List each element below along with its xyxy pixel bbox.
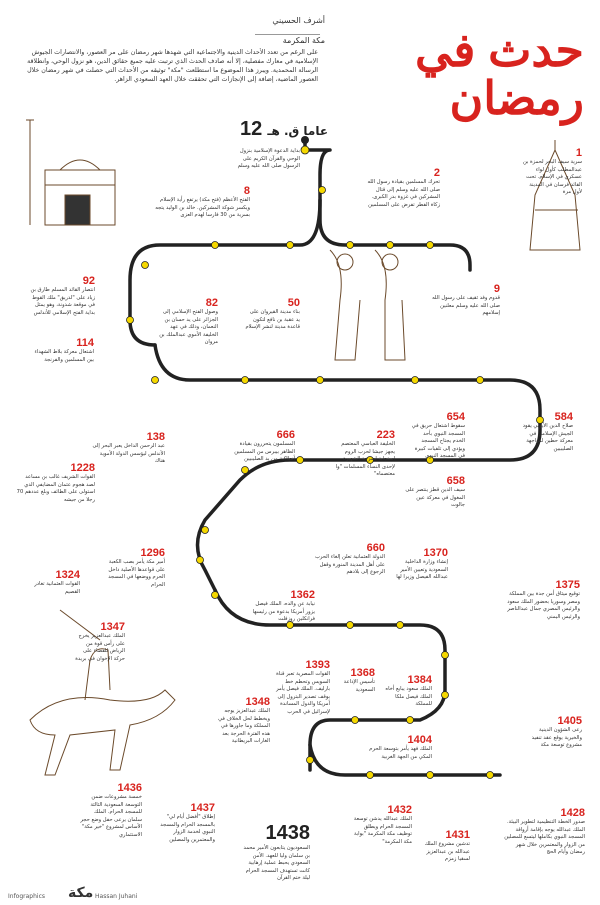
- event-13: [515, 412, 573, 453]
- event-year: 1324: [55, 569, 80, 581]
- event-year: 82: [205, 297, 218, 309]
- event-start: [232, 148, 300, 171]
- intro-paragraph: على الرغم من تعدد الأحداث الدينية والاجتماعية التي شهدها شهر رمضان على مر العصور، والانتصارات الجيوش الإسلامية في معارك مفصلية، إلا أنه صادف الحدث الذي ترتبت عليه جميع حقائق الدين، هو نزول الوحي، وانطلاقة الرسالة المحمدية. ويبرز هذا الموضوع ما استطلعت "مكة" توثيقه من الأحداث التي حصلت في شهر رمضان خلال العصور الماضية، إضافة إلى الإنجازات التي تحققت خلال العهد السعودي الزاهر.: [27, 49, 318, 84]
- event-8: [32, 338, 94, 364]
- start-unit: عاما ق. هـ: [267, 124, 329, 138]
- timeline-start: [240, 118, 328, 141]
- event-year: 654: [446, 411, 465, 423]
- event-16: [305, 543, 385, 577]
- event-34: [240, 822, 310, 883]
- event-15: [15, 463, 95, 504]
- event-text: الملك عبدالله يدشن توسعة المسجد الحرام ويطلق توظيف مكة المكرمة "بوابة مكة المكرمة": [353, 816, 412, 845]
- event-text: صدور الخطة التنظيمية لتطوير البيئة. الملك عبدالله يوجه بإقامة أرواقة المسجد النبوي بكاملها ليتسع للمصلين من الزوار والمعتمرين خلال شهر رمضان وأيام الحج: [504, 819, 585, 856]
- event-year: 1296: [140, 547, 165, 559]
- event-year: 1438: [265, 822, 310, 844]
- event-9: [90, 432, 165, 466]
- event-4: [425, 284, 500, 318]
- event-text: نيابة عن والده، الملك فيصل يزور أمريكا بدعوة من رئيسها فرانكلين روزفلت: [252, 601, 315, 623]
- event-year: 223: [376, 429, 395, 441]
- event-10: [225, 430, 295, 464]
- footer-label: Infographics: [8, 893, 46, 900]
- event-text: صلاح الدين الأيوبي يقود الجيش الإسلامي في معركة حطين لمواجهة الصليبيين: [522, 423, 573, 452]
- event-year: 1375: [555, 579, 580, 591]
- event-22: [495, 580, 580, 621]
- event-text: تدشين مشروع الملك عبدالله بن عبدالعزيز لسقيا زمزم: [424, 841, 470, 863]
- event-text: إنشاء وزارة الداخلية السعودية وتعيين الأمير عبدالله الفيصل وزيرا لها: [396, 559, 448, 581]
- event-1: [520, 148, 582, 197]
- event-text: القوات الشريف غالب بن مساعد لصد هجوم عثمان المضايفي الذي استولى على الطائف وبلغ عددهم 70 رجلا من جيشه: [16, 474, 95, 503]
- event-year: 1404: [407, 734, 432, 746]
- event-year: 1405: [557, 715, 582, 727]
- event-7: [245, 298, 300, 332]
- event-text: المسلمون يتحررون بقيادة الظاهر بيبرس من المسلمين أنطاكية من يد الصليبيين: [234, 441, 295, 463]
- event-year: 1431: [445, 829, 470, 841]
- event-year: 2: [433, 167, 440, 179]
- event-year: 1437: [190, 802, 215, 814]
- author-credit: أشرف الحسيني: [272, 16, 325, 25]
- event-text: الملك عبدالعزيز يخرج على رأس قوة من الرياض للقضاء على حركة الإخوان في بريدة: [75, 633, 125, 662]
- event-17: [100, 548, 165, 589]
- event-21: [245, 590, 315, 624]
- event-year: 1368: [350, 667, 375, 679]
- event-text: الملك سعود يبايع أخاه الملك فيصل ملكا للمملكة: [385, 686, 432, 708]
- page-title: حدث في رمضان: [415, 24, 584, 125]
- event-year: 114: [76, 337, 94, 349]
- event-year: 1348: [245, 696, 270, 708]
- event-text: القوات العثمانية تغادر القصيم: [34, 581, 80, 595]
- event-12: [410, 412, 465, 461]
- event-text: الخليفة العباسي المعتصم يجهز جيشا لحرب الروم استجابة لصرخة الشهيرة لإحدى النساء المسلمات "وا معتصماه": [335, 441, 395, 478]
- event-30: [160, 803, 215, 844]
- event-text: سقوط اشتعال حريق في المسجد النبوي بأحد الخدم يجتاح المسجد ويؤدي إلى تلفيات كبيرة في المسجد النبوي: [411, 423, 465, 460]
- event-year: 138: [146, 431, 165, 443]
- event-text: سرية سيف البحر لحمزة بن عبدالمطلب كأول لواء عسكري في الإسلام. تحت القائد فرسان في المدينة لأول مرة: [522, 159, 582, 196]
- event-year: 8: [243, 185, 250, 197]
- event-text: الملك فهد يأمر بتوسعة الحرم المكي من الجهة الغربية: [369, 746, 432, 760]
- event-text: القوات المصرية تعبر قناة السويس وتحطم خط بارليف. الملك فيصل يأمر بوقف تصدير البترول إلى أمريكا والدول المساندة لإسرائيل في الحرب: [276, 671, 330, 715]
- event-26: [380, 675, 432, 709]
- event-29: [80, 783, 142, 839]
- event-text: سيف الدين قطز ينتصر على المغول في معركة عين جالوت: [405, 487, 465, 509]
- event-year: 92: [82, 275, 95, 287]
- event-5: [30, 276, 95, 317]
- event-year: 50: [287, 297, 300, 309]
- event-text: الملك عبدالعزيز يوجه ويخطط لحل الخلاف في المملكة وما جاورها في هذه الفترة الحرجة بعد الغارات البريطانية: [218, 708, 270, 745]
- event-text: أمير مكة يأمر بصب الكعبة على قواعدها الأصلية داخل الحرم ووضعها في المسجد الحرام: [108, 559, 165, 588]
- event-year: 1436: [117, 782, 142, 794]
- event-year: 666: [276, 429, 295, 441]
- event-text: الدولة العثمانية تعلن إلغاء الحرب على أهل المدينة المنورة وقفل الرجوع إلى بلادهم: [315, 554, 385, 576]
- event-18: [25, 570, 80, 596]
- event-text: توقيع ميثاق أمن جدة بين المملكة ومصر وسوريا بحضور الملك سعود والرئيس المصري جمال عبدالناصر والرئيس اليمني: [507, 591, 580, 620]
- event-28: [520, 716, 582, 750]
- event-year: 9: [493, 283, 500, 295]
- event-11: [330, 430, 395, 479]
- event-text: بداية الدعوة الإسلامية بنزول الوحي والقرآن الكريم على الرسول صلى الله عليه وسلم: [237, 148, 300, 170]
- event-text: اشتعال معركة بلاط الشهداء بين المسلمين والفرنجة: [34, 349, 94, 363]
- event-year: 1347: [100, 621, 125, 633]
- event-text: إطلاق "أفضل أيام لي" بالمسجد الحرام والمسجد النبوي لخدمة الزوار والمعتمرين والمصلين: [160, 814, 215, 843]
- event-2: [365, 168, 440, 209]
- event-32: [415, 830, 470, 864]
- event-20: [70, 622, 125, 663]
- event-year: 1428: [560, 807, 585, 819]
- event-14: [405, 476, 465, 510]
- event-year: 1393: [305, 659, 330, 671]
- event-3: [150, 186, 250, 220]
- event-year: 1228: [70, 462, 95, 474]
- event-24: [215, 697, 270, 746]
- event-text: خمسة مشروعات ضمن التوسعة السعودية الثالثة للمسجد الحرام. الملك سلمان يرعى حفل وضع حجر الأساس لمشروع "خير مكة" الاستثماري: [80, 794, 142, 838]
- start-year: 12: [240, 118, 263, 140]
- event-6: [158, 298, 218, 347]
- event-19: [390, 548, 448, 582]
- event-year: 1370: [423, 547, 448, 559]
- event-year: 1: [575, 147, 582, 159]
- event-31: [350, 805, 412, 846]
- event-text: انتصار القائد المسلم طارق بن زياد على "لذريق" ملك القوط في موقعة شذونة، وهو يمثل بداية الفتح الإسلامي للأندلس: [30, 287, 95, 316]
- event-text: رعى الشؤون الدينية والخيرية يوقع عقد تنفيذ مشروع توسعة مكة: [531, 727, 582, 749]
- event-year: 1432: [387, 804, 412, 816]
- event-year: 1384: [407, 674, 432, 686]
- event-year: 658: [446, 475, 465, 487]
- event-text: تأسيس الإذاعة السعودية: [343, 679, 375, 693]
- event-text: بناء مدينة القيروان على يد عقبة بن نافع لتكون قاعدة مدينة لنشر الإسلام: [245, 309, 300, 331]
- event-25: [275, 660, 330, 716]
- brand-logo: مكة: [68, 885, 94, 901]
- event-text: السعوديون يتابعون الأمير محمد بن سلمان وليا للعهد. الأمن السعودي يحبط عملية إرهابية كانت تستهدف المسجد الحرام ليلة ختم القرآن: [243, 845, 310, 882]
- event-year: 1362: [290, 589, 315, 601]
- event-27: [360, 735, 432, 761]
- event-text: قدوم وفد ثقيف على رسول الله صلى الله عليه وسلم معلنين إسلامهم: [432, 295, 500, 317]
- event-23: [325, 668, 375, 694]
- event-text: الفتح الأعظم (فتح مكة) يرتفع رأية الإسلام ويكسر شوكة المشركين. خالد بن الوليد يتجه بسرية من 30 فارسا لهدم العزى: [155, 197, 250, 219]
- event-text: وصول الفتح الإسلامي إلى الجزائر على يد حسان بن النعمان، وذلك في عهد الخليفة الأموي عبدالملك بن مروان: [159, 309, 218, 346]
- designer-credit: Hassan Juhani: [95, 893, 138, 900]
- place-credit: مكة المكرمة: [282, 36, 325, 45]
- event-33: [500, 808, 585, 857]
- event-text: عبد الرحمن الداخل يعبر البحر إلى الأندلس ليؤسس الدولة الأموية هناك: [92, 443, 165, 465]
- event-year: 660: [366, 542, 385, 554]
- event-text: تحرك المسلمين بقيادة رسول الله صلى الله عليه وسلم إلى قتال المشركين في غزوة بدر الكبرى. زكاة الفطر تفرض على المسلمين: [367, 179, 440, 208]
- event-year: 584: [554, 411, 573, 423]
